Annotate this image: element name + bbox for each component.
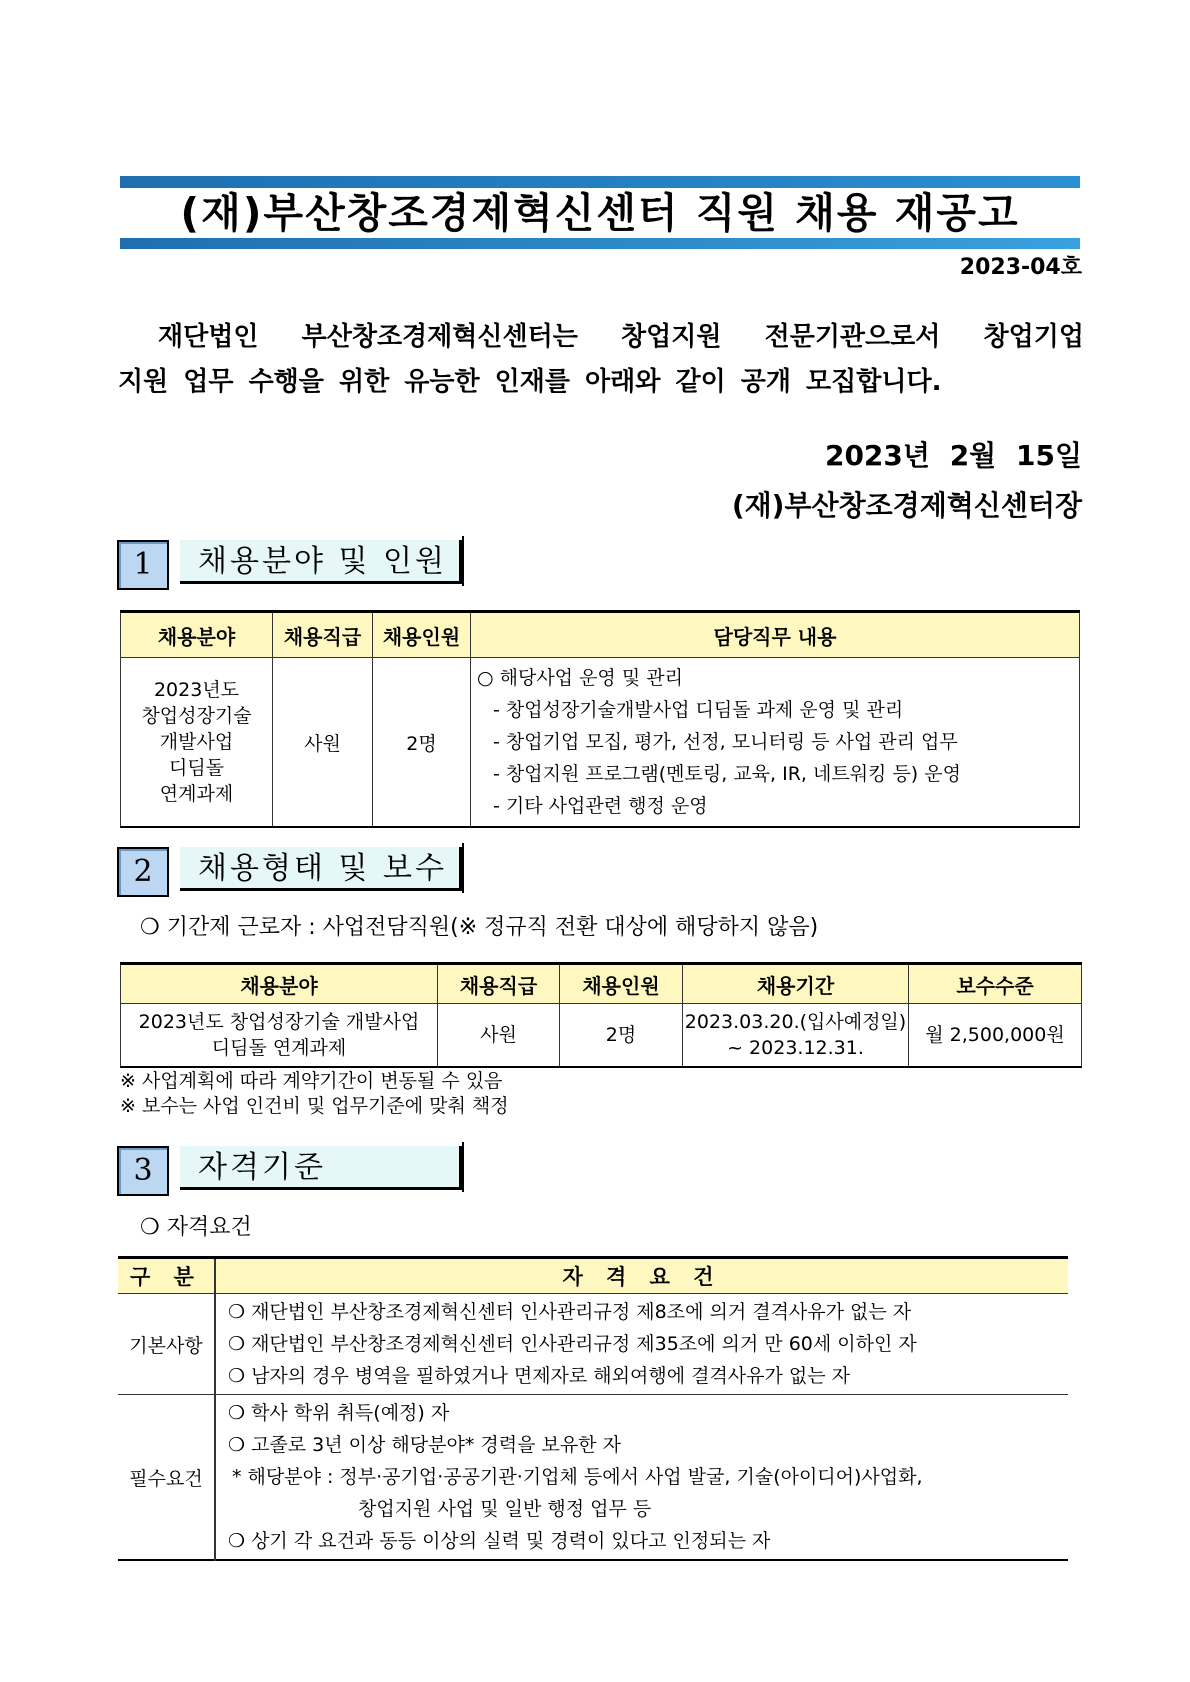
field-line: 디딤돌 — [168, 757, 225, 779]
rank-cell: 사원 — [438, 1004, 560, 1068]
issuing-organization: (재)부산창조경제혁신센터장 — [731, 489, 1082, 522]
header-count: 채용인원 — [373, 612, 471, 658]
field-line: 2023년도 — [153, 679, 240, 701]
duty-item: - 기타 사업관련 행정 운영 — [493, 795, 708, 817]
duty-item: - 창업성장기술개발사업 디딤돌 과제 운영 및 관리 — [493, 699, 904, 721]
header-count: 채용인원 — [560, 964, 683, 1004]
table-row — [121, 1004, 1082, 1068]
table-row — [118, 1395, 1068, 1561]
field-cell — [121, 658, 273, 828]
header-period: 채용기간 — [683, 964, 909, 1004]
field-cell — [121, 1004, 438, 1068]
field-line: 개발사업 — [159, 731, 234, 753]
basic-label: 기본사항 — [118, 1294, 215, 1395]
section-3-title: 자격기준 — [180, 1146, 462, 1190]
header-requirements: 자 격 요 건 — [215, 1258, 1068, 1294]
section-2-title: 채용형태 및 보수 — [180, 847, 462, 891]
requirement-item: ❍ 남자의 경우 병역을 필하였거나 면제자로 해외여행에 결격사유가 없는 자 — [228, 1365, 851, 1387]
table-row — [118, 1294, 1068, 1395]
period-cell — [683, 1004, 909, 1068]
requirement-item: ❍ 재단법인 부산창조경제혁신센터 인사관리규정 제8조에 의거 결격사유가 없는 자 — [228, 1301, 912, 1323]
period-line: 2023.03.20.(입사예정일) — [684, 1011, 907, 1033]
field-line: 2023년도 창업성장기술 개발사업 — [138, 1011, 420, 1033]
page-title: (재)부산창조경제혁신센터 직원 채용 재공고 — [180, 189, 1020, 237]
header-field: 채용분야 — [121, 964, 438, 1004]
note-contract: ※ 사업계획에 따라 계약기간이 변동될 수 있음 — [120, 1070, 503, 1092]
requirement-item: ❍ 고졸로 3년 이상 해당분야* 경력을 보유한 자 — [228, 1434, 621, 1456]
required-label: 필수요건 — [118, 1395, 215, 1561]
requirement-item: 창업지원 사업 및 일반 행정 업무 등 — [358, 1498, 652, 1520]
field-line: 디딤돌 연계과제 — [211, 1037, 347, 1059]
intro-line-2: 지원 업무 수행을 위한 유능한 인재를 아래와 같이 공개 모집합니다. — [118, 367, 942, 397]
header-category: 구 분 — [118, 1258, 215, 1294]
required-requirements — [215, 1395, 1068, 1561]
basic-requirements — [215, 1294, 1068, 1395]
section-2-number: 2 — [117, 847, 169, 897]
salary-cell: 월 2,500,000원 — [909, 1004, 1082, 1068]
field-line: 연계과제 — [159, 783, 234, 805]
title-bar-top — [120, 176, 1080, 188]
section-2-edge — [462, 843, 464, 893]
section-3-edge — [462, 1142, 464, 1192]
employment-table — [120, 962, 1082, 1068]
requirement-item: ❍ 재단법인 부산창조경제혁신센터 인사관리규정 제35조에 의거 만 60세 이하인 자 — [228, 1333, 917, 1355]
document-number: 2023-04호 — [959, 255, 1082, 280]
rank-cell: 사원 — [273, 658, 373, 828]
note-salary: ※ 보수는 사업 인건비 및 업무기준에 맞춰 책정 — [120, 1095, 509, 1117]
announcement-date: 2023년 2월 15일 — [824, 439, 1082, 472]
recruitment-table — [120, 610, 1080, 828]
header-salary: 보수수준 — [909, 964, 1082, 1004]
section-1-number: 1 — [117, 540, 169, 590]
title-bar-bottom — [120, 238, 1080, 249]
qualification-table — [118, 1256, 1068, 1561]
section-1-edge — [462, 536, 464, 586]
duty-item: - 창업기업 모집, 평가, 선정, 모니터링 등 사업 관리 업무 — [493, 731, 958, 753]
section-1-title: 채용분야 및 인원 — [180, 540, 462, 584]
header-field: 채용분야 — [121, 612, 273, 658]
intro-line-1: 재단법인 부산창조경제혁신센터는 창업지원 전문기관으로서 창업기업 — [158, 322, 1084, 352]
section-3-number: 3 — [117, 1146, 169, 1196]
duties-cell — [471, 658, 1080, 828]
count-cell: 2명 — [373, 658, 471, 828]
table-row — [121, 658, 1080, 828]
period-line: ~ 2023.12.31. — [727, 1037, 864, 1059]
requirement-item: ❍ 학사 학위 취득(예정) 자 — [228, 1402, 450, 1424]
duty-item: - 창업지원 프로그램(멘토링, 교육, IR, 네트워킹 등) 운영 — [493, 763, 961, 785]
employment-type: ❍ 기간제 근로자 : 사업전담직원(※ 정규직 전환 대상에 해당하지 않음) — [140, 915, 819, 940]
field-line: 창업성장기술 — [141, 705, 252, 727]
header-rank: 채용직급 — [273, 612, 373, 658]
requirement-item: * 해당분야 : 정부·공기업·공공기관·기업체 등에서 사업 발굴, 기술(아이디어)사업화, — [232, 1466, 923, 1488]
header-rank: 채용직급 — [438, 964, 560, 1004]
qualification-heading: ❍ 자격요건 — [140, 1215, 252, 1240]
requirement-item: ❍ 상기 각 요건과 동등 이상의 실력 및 경력이 있다고 인정되는 자 — [228, 1530, 771, 1552]
duty-item: ○ 해당사업 운영 및 관리 — [477, 667, 683, 689]
header-duties: 담당직무 내용 — [471, 612, 1080, 658]
count-cell: 2명 — [560, 1004, 683, 1068]
